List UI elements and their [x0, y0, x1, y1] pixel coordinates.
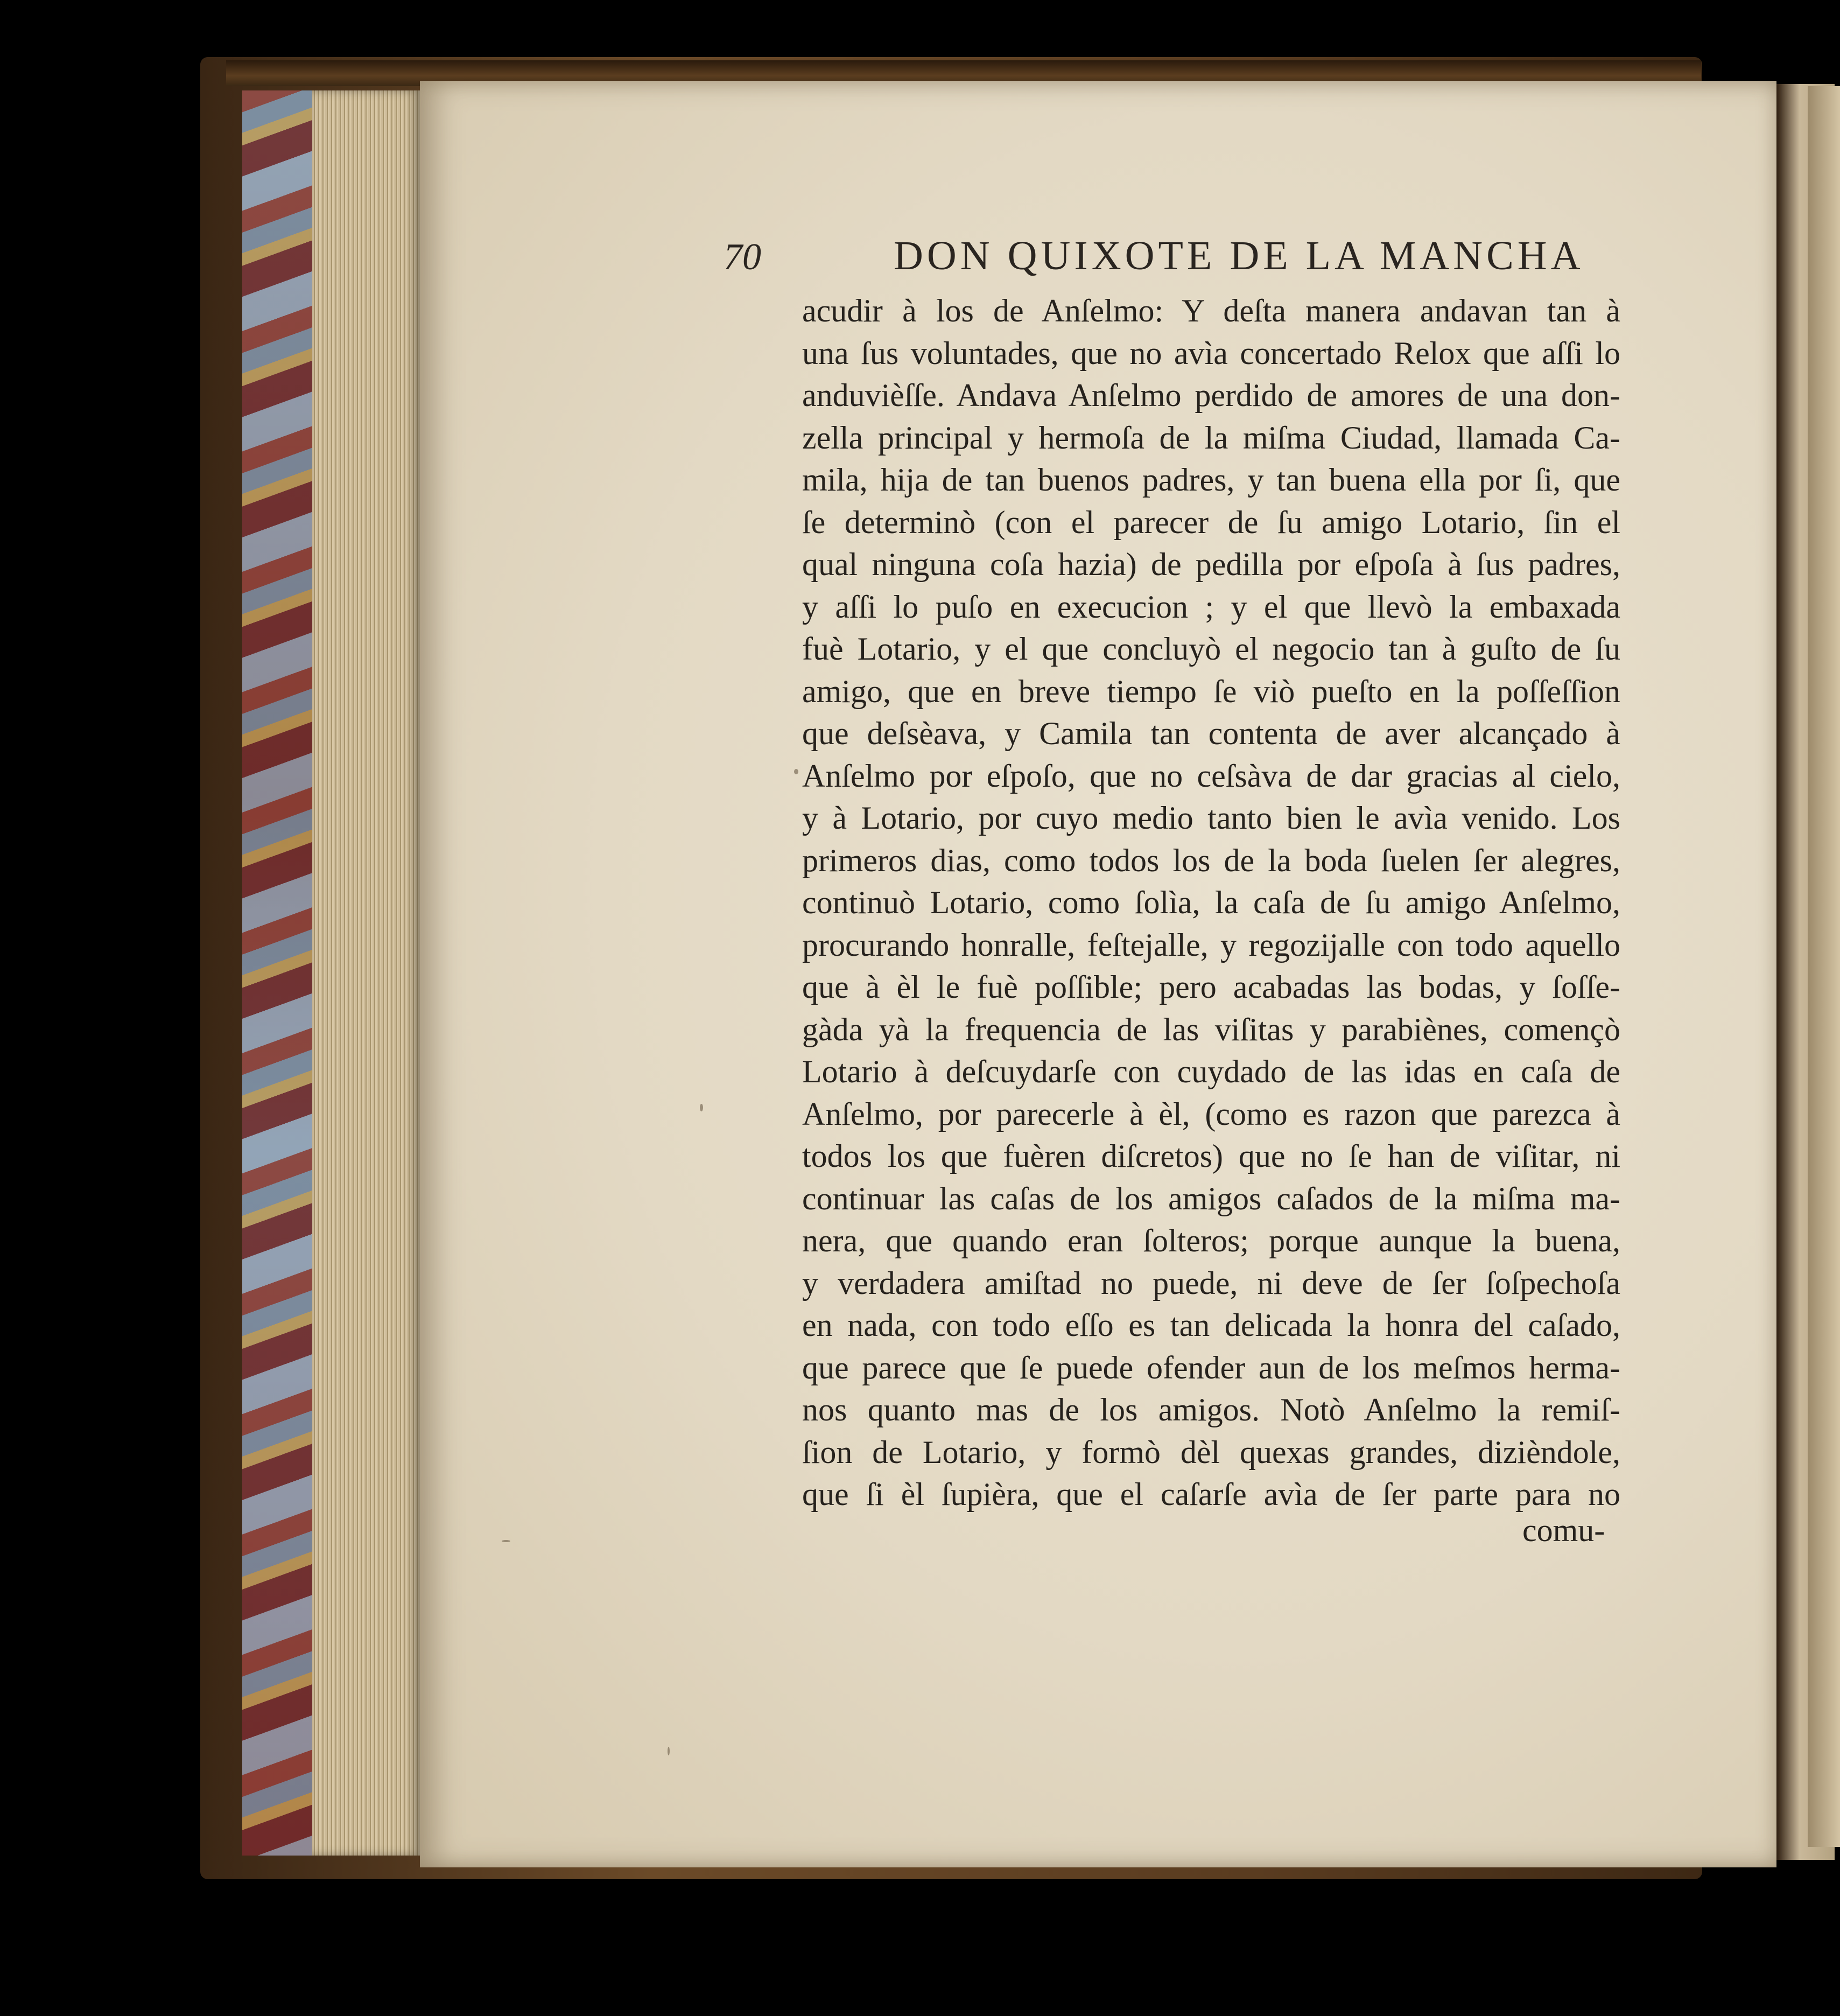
text-line: una ſus voluntades, que no avìa concertado Relox que aſſi lo	[802, 335, 1620, 371]
facing-page-edge	[1808, 86, 1840, 1847]
text-line: que deſsèava, y Camila tan contenta de aver alcançado à	[802, 716, 1620, 751]
text-line: y aſſi lo puſo en execucion ; y el que llevò la embaxada	[802, 589, 1620, 625]
text-line: Lotario à deſcuydarſe con cuydado de las idas en caſa de	[802, 1054, 1620, 1089]
body-text	[802, 290, 1620, 1516]
marbled-endpaper	[242, 90, 317, 1856]
text-line: amigo, que en breve tiempo ſe viò pueſto en la poſſeſſion	[802, 673, 1620, 709]
running-head	[724, 233, 1606, 292]
text-line: y à Lotario, por cuyo medio tanto bien le avìa venido. Los	[802, 800, 1620, 836]
text-line: todos los que fuèren diſcretos) que no ſe han de viſitar, ni	[802, 1138, 1620, 1174]
paper-speck	[668, 1747, 670, 1755]
text-line: Anſelmo por eſpoſo, que no ceſsàva de dar gracias al cielo,	[802, 758, 1620, 794]
text-line: qual ninguna coſa hazia) de pedilla por eſpoſa à ſus padres,	[802, 547, 1620, 582]
text-line: continuò Lotario, como ſolìa, la caſa de ſu amigo Anſelmo,	[802, 885, 1620, 920]
text-line: gàda yà la frequencia de las viſitas y parabiènes, començò	[802, 1011, 1620, 1047]
text-line: ſion de Lotario, y formò dèl quexas grandes, dizièndole,	[802, 1434, 1620, 1470]
paper-speck	[700, 1104, 703, 1111]
page-block-edges	[312, 90, 420, 1856]
text-line: que ſi èl ſupièra, que el caſarſe avìa de ſer parte para no	[802, 1476, 1620, 1512]
text-line: en nada, con todo eſſo es tan delicada la honra del caſado,	[802, 1307, 1620, 1343]
text-line: zella principal y hermoſa de la miſma Ciudad, llamada Ca-	[802, 419, 1620, 456]
text-line: nos quanto mas de los amigos. Notò Anſelmo la remiſ-	[802, 1392, 1620, 1427]
text-line: que à èl le fuè poſſible; pero acabadas las bodas, y ſoſſe-	[802, 969, 1620, 1005]
text-line: primeros dias, como todos los de la boda ſuelen ſer alegres,	[802, 842, 1620, 878]
text-line: que parece que ſe puede ofender aun de los meſmos herma-	[802, 1349, 1620, 1385]
text-line: nera, que quando eran ſolteros; porque aunque la buena,	[802, 1223, 1620, 1258]
text-line: acudir à los de Anſelmo: Y deſta manera andavan tan à	[802, 293, 1620, 328]
catchword: comu-	[1522, 1513, 1605, 1548]
text-line: fuè Lotario, y el que concluyò el negocio tan à guſto de ſu	[802, 631, 1620, 667]
page-number: 70	[724, 236, 761, 278]
paper-speck	[794, 769, 798, 774]
text-line: y verdadera amiſtad no puede, ni deve de ſer ſoſpechoſa	[802, 1265, 1620, 1301]
text-line: mila, hija de tan buenos padres, y tan buena ella por ſi, que	[802, 462, 1620, 498]
text-line: anduvièſſe. Andava Anſelmo perdido de amores de una don-	[802, 377, 1620, 413]
paper-speck	[502, 1540, 510, 1542]
text-line: continuar las caſas de los amigos caſados de la miſma ma-	[802, 1180, 1620, 1216]
running-title: DON QUIXOTE DE LA MANCHA	[894, 233, 1584, 278]
text-line: Anſelmo, por parecerle à èl, (como es razon que parezca à	[802, 1096, 1620, 1132]
text-line: procurando honralle, feſtejalle, y regozijalle con todo aquello	[802, 927, 1620, 963]
text-line: ſe determinò (con el parecer de ſu amigo Lotario, ſin el	[802, 504, 1620, 540]
